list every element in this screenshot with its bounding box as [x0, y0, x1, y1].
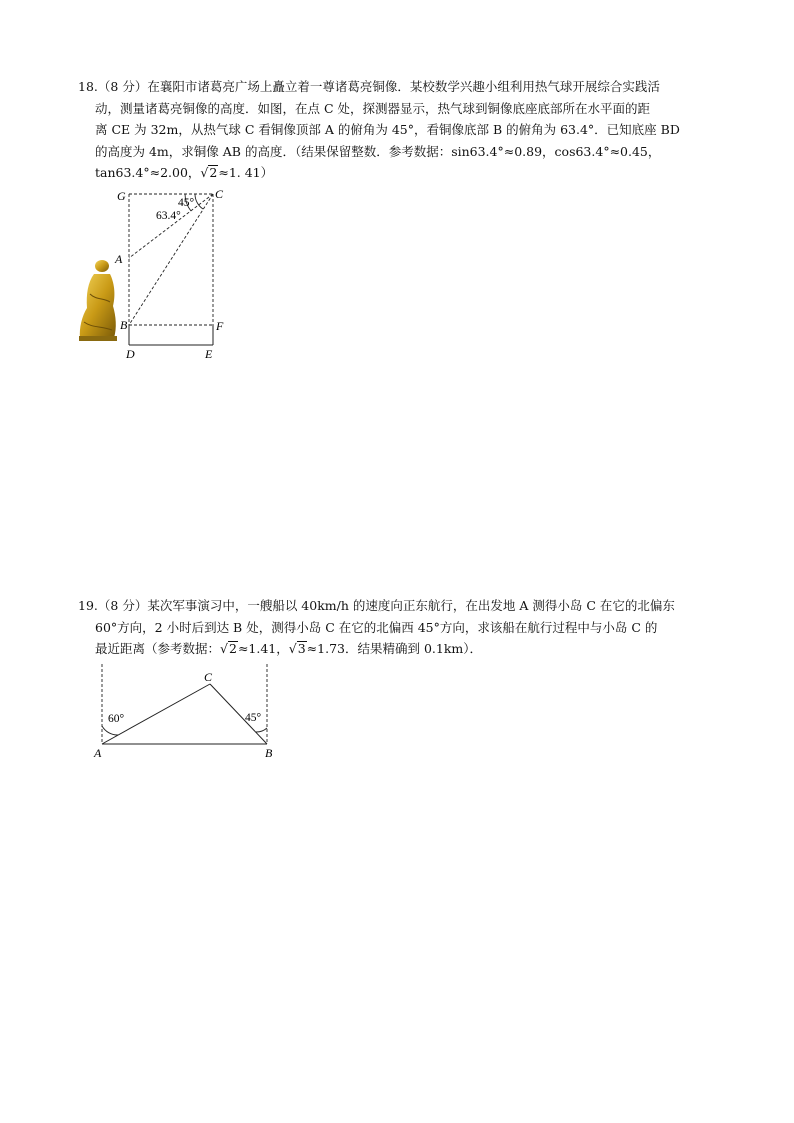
- problem-19-text-3c: ≈1.73．结果精确到 0.1km）．: [306, 641, 483, 656]
- problem-19-line-3: [78, 638, 720, 660]
- sqrt-3-symbol: √3: [288, 641, 306, 656]
- label-C-19: C: [204, 670, 213, 684]
- label-A-19: A: [94, 746, 102, 760]
- angle-label-60: 60°: [108, 713, 125, 725]
- angle-label-63: 63.4°: [156, 210, 181, 222]
- label-E: E: [205, 347, 213, 361]
- problem-19-text-1: 某次军事演习中，一艘船以 40km/h 的速度向正东航行，在出发地 A 测得小岛 C 在它的北偏东: [147, 598, 675, 613]
- problem-18-line-1: [78, 76, 720, 98]
- problem-18-line-4: 的高度为 4m，求铜像 AB 的高度．（结果保留整数．参考数据：sin63.4°≈0.89，cos63.4°≈0.45，: [95, 143, 661, 159]
- problem-18-text-1: 在襄阳市诸葛亮广场上矗立着一尊诸葛亮铜像．某校数学兴趣小组利用热气球开展综合实践活: [147, 79, 660, 94]
- sqrt-3-radicand: 3: [297, 641, 306, 656]
- sqrt-2-symbol: √2: [200, 165, 218, 180]
- sqrt-2-radicand: 2: [209, 165, 218, 180]
- label-C: C: [215, 187, 224, 201]
- problem-18: [78, 76, 720, 184]
- problem-19-line-2: 60°方向，2 小时后到达 B 处，测得小岛 C 在它的北偏西 45°方向，求该船在航行过程中与小岛 C 的: [95, 619, 658, 635]
- problem-19-figure: [88, 660, 288, 765]
- label-G: G: [117, 189, 126, 203]
- problem-19-score: （8 分）: [97, 598, 148, 613]
- problem-18-line-5: [78, 162, 720, 184]
- label-A: A: [115, 252, 123, 266]
- problem-18-line-2: 动，测量诸葛亮铜像的高度．如图，在点 C 处，探测器显示，热气球到铜像底座底部所在水平面的距: [95, 100, 651, 116]
- problem-19: [78, 595, 720, 660]
- angle-arc-45b: [256, 728, 267, 732]
- angle-label-45: 45°: [178, 197, 195, 209]
- problem-19-number: 19.: [78, 598, 98, 613]
- label-B: B: [120, 318, 128, 332]
- problem-18-number: 18.: [78, 79, 98, 94]
- problem-19-text-3b: ≈1.41，: [237, 641, 289, 656]
- problem-18-line-3: 离 CE 为 32m，从热气球 C 看铜像顶部 A 的俯角为 45°，看铜像底部 B 的俯角为 63.4°．已知底座 BD: [95, 122, 680, 137]
- problem-18-text-5b: ≈1. 41）: [218, 165, 274, 180]
- problem-18-figure: [70, 182, 250, 367]
- angle-arc-60: [102, 726, 118, 735]
- problem-18-text-5a: tan63.4°≈2.00，: [95, 165, 201, 180]
- sqrt-2-symbol-b: √2: [220, 641, 237, 656]
- problem-18-score: （8 分）: [97, 79, 148, 94]
- angle-label-45b: 45°: [245, 712, 262, 724]
- label-D: D: [126, 347, 135, 361]
- problem-19-text-3a: 最近距离（参考数据：: [95, 641, 221, 656]
- label-F: F: [216, 319, 224, 333]
- statue-image: [79, 260, 117, 341]
- sqrt-2-radicand-b: 2: [228, 641, 237, 656]
- problem-19-line-1: [78, 595, 720, 617]
- label-B-19: B: [265, 746, 273, 760]
- line-CA: [129, 194, 213, 258]
